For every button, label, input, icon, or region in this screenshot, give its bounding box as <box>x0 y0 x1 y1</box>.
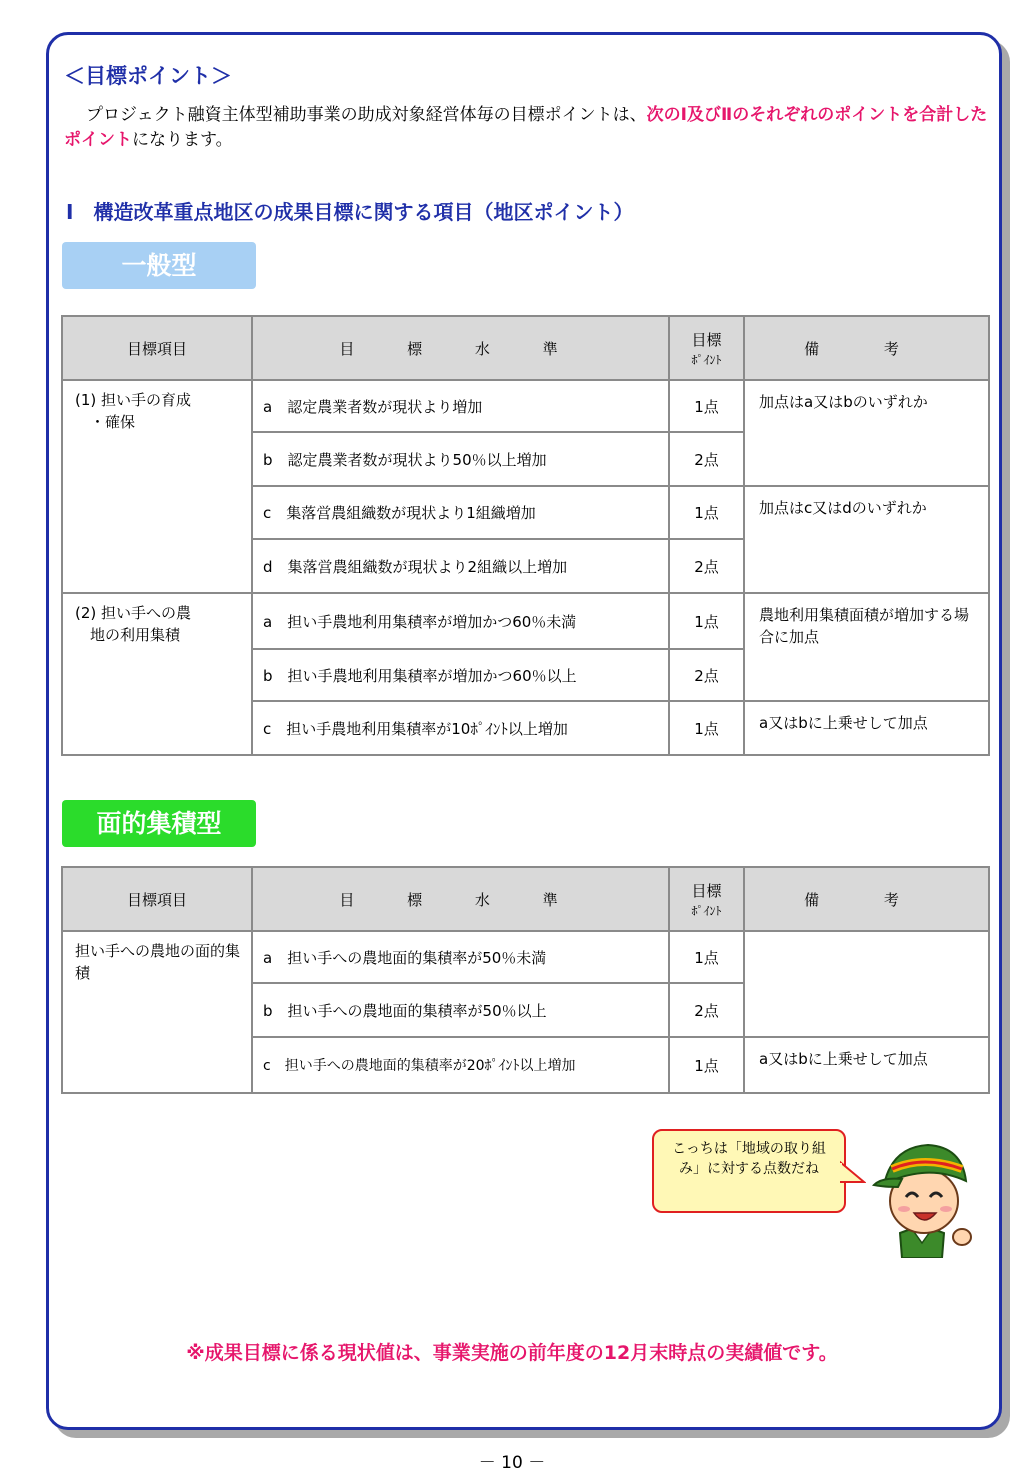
point-cell: 1点 <box>669 486 744 539</box>
point-cell: 2点 <box>669 539 744 593</box>
intro-text-2: になります。 <box>132 130 233 150</box>
point-cell: 2点 <box>669 432 744 486</box>
area-type-table <box>61 866 990 1094</box>
general-type-table <box>61 315 990 756</box>
level-cell: d 集落営農組織数が現状より2組織以上増加 <box>252 539 669 593</box>
point-cell: 1点 <box>669 380 744 432</box>
speech-bubble-text: こっちは「地域の取り組み」に対する点数だね <box>672 1141 826 1177</box>
header-point: 目標 ﾎﾟｲﾝﾄ <box>669 316 744 380</box>
intro-paragraph <box>64 103 989 153</box>
intro-text-1: プロジェクト融資主体型補助事業の助成対象経営体毎の目標ポイントは、 <box>86 105 647 125</box>
header-note: 備 考 <box>744 867 989 931</box>
level-cell: c 担い手への農地面的集積率が20ﾎﾟｲﾝﾄ以上増加 <box>252 1037 669 1093</box>
note-cell: 加点はa又はbのいずれか <box>744 380 989 486</box>
header-level: 目 標 水 準 <box>252 316 669 380</box>
level-cell: b 担い手農地利用集積率が増加かつ60％以上 <box>252 649 669 701</box>
point-cell: 2点 <box>669 649 744 701</box>
point-cell: 1点 <box>669 701 744 755</box>
level-cell: b 担い手への農地面的集積率が50％以上 <box>252 983 669 1037</box>
area-type-tag: 面的集積型 <box>62 800 256 847</box>
page-heading: ＜目標ポイント＞ <box>64 64 232 88</box>
level-cell: b 認定農業者数が現状より50％以上増加 <box>252 432 669 486</box>
item-cell: 担い手への農地の面的集積 <box>62 931 252 1093</box>
level-cell: c 担い手農地利用集積率が10ﾎﾟｲﾝﾄ以上増加 <box>252 701 669 755</box>
page-number: － 10 － <box>478 1453 546 1473</box>
point-cell: 2点 <box>669 983 744 1037</box>
note-cell: 農地利用集積面積が増加する場合に加点 <box>744 593 989 701</box>
header-note: 備 考 <box>744 316 989 380</box>
header-level: 目 標 水 準 <box>252 867 669 931</box>
table-row <box>62 931 989 983</box>
level-cell: a 認定農業者数が現状より増加 <box>252 380 669 432</box>
mascot-icon <box>862 1133 982 1258</box>
level-cell: c 集落営農組織数が現状より1組織増加 <box>252 486 669 539</box>
point-cell: 1点 <box>669 1037 744 1093</box>
speech-bubble <box>652 1129 846 1213</box>
point-cell: 1点 <box>669 593 744 649</box>
item-cell: (2) 担い手への農 地の利用集積 <box>62 593 252 755</box>
table-row <box>62 380 989 432</box>
level-cell: a 担い手農地利用集積率が増加かつ60％未満 <box>252 593 669 649</box>
footer-note: ※成果目標に係る現状値は、事業実施の前年度の12月末時点の実績値です。 <box>186 1342 838 1364</box>
general-type-tag: 一般型 <box>62 242 256 289</box>
note-cell: a又はbに上乗せして加点 <box>744 1037 989 1093</box>
note-cell: 加点はc又はdのいずれか <box>744 486 989 593</box>
table-header-row <box>62 316 989 380</box>
table-header-row <box>62 867 989 931</box>
header-item: 目標項目 <box>62 867 252 931</box>
item-cell: (1) 担い手の育成 ・確保 <box>62 380 252 593</box>
intro-highlight: 次のⅠ及びⅡのそれぞれのポイントを合計したポイント <box>64 105 988 150</box>
point-cell: 1点 <box>669 931 744 983</box>
header-point: 目標 ﾎﾟｲﾝﾄ <box>669 867 744 931</box>
note-cell <box>744 931 989 1037</box>
level-cell: a 担い手への農地面的集積率が50％未満 <box>252 931 669 983</box>
note-cell: a又はbに上乗せして加点 <box>744 701 989 755</box>
section-title: Ⅰ 構造改革重点地区の成果目標に関する項目（地区ポイント） <box>66 200 634 224</box>
table-row <box>62 593 989 649</box>
header-item: 目標項目 <box>62 316 252 380</box>
